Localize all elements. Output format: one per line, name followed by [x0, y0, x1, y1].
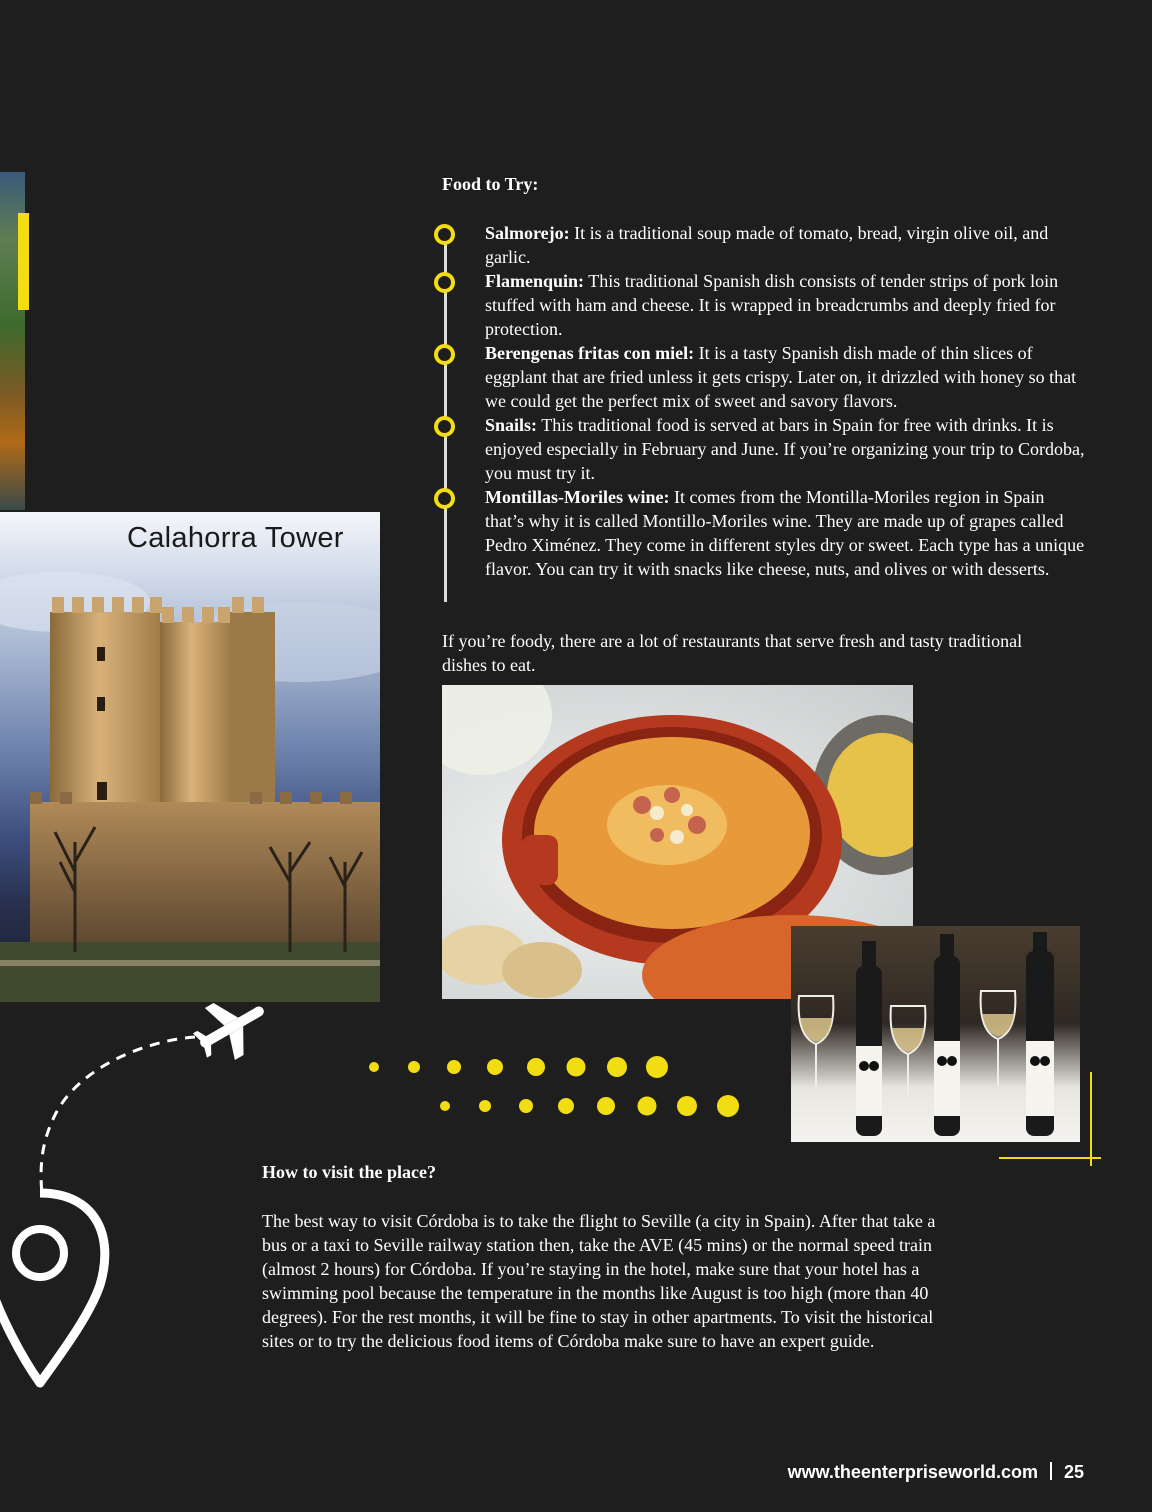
timeline-dot-icon: [434, 224, 455, 245]
footer-url[interactable]: www.theenterpriseworld.com: [787, 1462, 1038, 1482]
food-heading: Food to Try:: [442, 174, 539, 194]
food-item-name: Montillas-Moriles wine:: [485, 487, 670, 507]
corner-accent-lines: [995, 1068, 1105, 1170]
food-item-wine: [485, 485, 1085, 581]
page-footer: [788, 1462, 1084, 1483]
tower-illustration: [0, 512, 380, 1002]
airplane-icon: [185, 995, 278, 1071]
yellow-accent-bar: [18, 213, 29, 310]
tower-caption: Calahorra Tower: [127, 522, 344, 554]
food-item-text: This traditional food is served at bars in Spain for free with drinks. It is enjoyed especially in February and June. If you’re organizing your trip to Cordoba, you must try it.: [485, 415, 1085, 483]
timeline-dot-icon: [434, 416, 455, 437]
calahorra-tower-photo: [0, 512, 380, 1002]
foody-paragraph: If you’re foody, there are a lot of restaurants that serve fresh and tasty traditional dishes to eat.: [442, 631, 1023, 675]
visit-paragraph: The best way to visit Córdoba is to take the flight to Seville (a city in Spain). After that take a bus or a taxi to Seville railway station then, take the AVE (45 mins) or the normal speed train (almost 2 hours) for Córdoba. If you’re staying in the hotel, make sure that your hotel has a swimming pool because the temperature in the months like August is too high (more than 40 degrees). For the rest months, it will be fine to stay in other apartments. To visit the historical sites or to try the delicious food items of Córdoba make sure to have an expert guide.: [262, 1211, 936, 1351]
food-item-flamenquin: [485, 269, 1085, 341]
timeline-dot-icon: [434, 488, 455, 509]
timeline-dot-icon: [434, 344, 455, 365]
food-item-text: It is a tasty Spanish dish made of thin slices of eggplant that are fried unless it gets crispy. Later on, it drizzled with honey so that we could get the perfect mix of sweet and savory flavors.: [485, 343, 1077, 411]
visit-heading: How to visit the place?: [262, 1162, 436, 1182]
yellow-dots-decoration: [360, 1052, 750, 1122]
location-pin-icon: [0, 1193, 105, 1383]
food-item-snails: [485, 413, 1085, 485]
travel-route-graphic: [0, 995, 300, 1395]
food-item-text: It is a traditional soup made of tomato, bread, virgin olive oil, and garlic.: [485, 223, 1049, 267]
food-item-salmorejo: [485, 221, 1085, 269]
footer-separator: [1050, 1462, 1052, 1480]
food-item-name: Salmorejo:: [485, 223, 570, 243]
food-item-berengenas: [485, 341, 1085, 413]
food-item-text: This traditional Spanish dish consists of tender strips of pork loin stuffed with ham and cheese. It is wrapped in breadcrumbs and deeply fried for protection.: [485, 271, 1059, 339]
timeline-dot-icon: [434, 272, 455, 293]
food-item-name: Berengenas fritas con miel:: [485, 343, 695, 363]
page-number: 25: [1063, 1462, 1084, 1482]
food-item-name: Flamenquin:: [485, 271, 585, 291]
food-item-name: Snails:: [485, 415, 538, 435]
food-item-text: It comes from the Montilla-Moriles region in Spain that’s why it is called Montillo-Moriles wine. They are made up of grapes called Pedro Ximénez. They come in different styles dry or sweet. Each type has a unique flavor. You can try it with snacks like cheese, nuts, and olives or with desserts.: [485, 487, 1085, 579]
